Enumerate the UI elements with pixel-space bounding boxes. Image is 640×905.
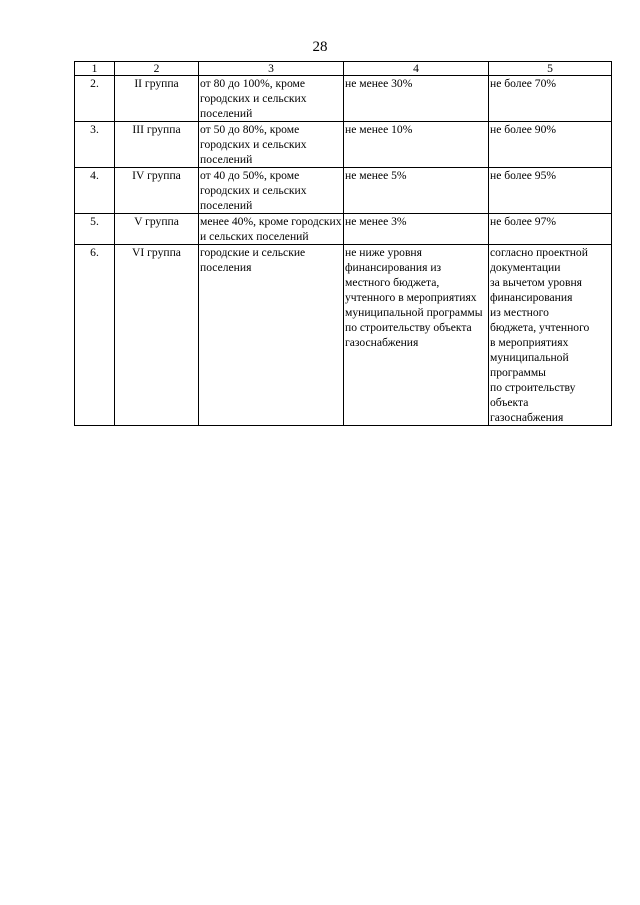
subsidy-line: в мероприятиях [490, 336, 569, 349]
header-cell-1: 1 [75, 62, 115, 76]
income-share: городские и сельские поселения [199, 245, 344, 426]
local-budget-share: не менее 3% [344, 214, 489, 245]
local-budget-share: не менее 10% [344, 122, 489, 168]
header-cell-4: 4 [344, 62, 489, 76]
subsidy-line: бюджета, учтенного [490, 321, 590, 334]
local-budget-share: не ниже уровня финансирования из местного бюджета, учтенного в мероприятиях муниципальной программы по строительству объекта газоснабжения [344, 245, 489, 426]
group-name: III группа [115, 122, 199, 168]
subsidy-share: не более 95% [489, 168, 612, 214]
group-name: IV группа [115, 168, 199, 214]
subsidy-line: по строительству [490, 381, 576, 394]
header-cell-3: 3 [199, 62, 344, 76]
row-number: 4. [75, 168, 115, 214]
subsidy-share: не более 97% [489, 214, 612, 245]
subsidy-line: объекта [490, 396, 529, 409]
subsidy-line: муниципальной [490, 351, 569, 364]
subsidy-share: не более 90% [489, 122, 612, 168]
table-row [75, 245, 612, 426]
subsidy-line: газоснабжения [490, 411, 564, 424]
header-cell-5: 5 [489, 62, 612, 76]
row-number: 5. [75, 214, 115, 245]
table-row [75, 122, 612, 168]
subsidy-line: программы [490, 366, 546, 379]
group-name: II группа [115, 76, 199, 122]
subsidy-line: из местного [490, 306, 549, 319]
group-name: V группа [115, 214, 199, 245]
local-budget-share: не менее 30% [344, 76, 489, 122]
group-name: VI группа [115, 245, 199, 426]
row-number: 6. [75, 245, 115, 426]
subsidy-share [489, 245, 612, 426]
subsidy-line: документации [490, 261, 561, 274]
financing-table [74, 61, 612, 426]
subsidy-line: за вычетом уровня [490, 276, 582, 289]
page-number: 28 [312, 39, 328, 55]
row-number: 3. [75, 122, 115, 168]
table-row [75, 168, 612, 214]
local-budget-share: не менее 5% [344, 168, 489, 214]
income-share: менее 40%, кроме городских и сельских поселений [200, 215, 342, 243]
income-share: от 40 до 50%, кроме городских и сельских поселений [199, 168, 344, 214]
row-number: 2. [75, 76, 115, 122]
header-cell-2: 2 [115, 62, 199, 76]
income-share: от 50 до 80%, кроме городских и сельских поселений [199, 122, 344, 168]
subsidy-line: финансирования [490, 291, 573, 304]
table-row [75, 76, 612, 122]
subsidy-share: не более 70% [489, 76, 612, 122]
table-row [75, 214, 612, 245]
subsidy-line: согласно проектной [490, 246, 588, 259]
income-share: от 80 до 100%, кроме городских и сельских поселений [199, 76, 344, 122]
table-header-row [75, 62, 612, 76]
